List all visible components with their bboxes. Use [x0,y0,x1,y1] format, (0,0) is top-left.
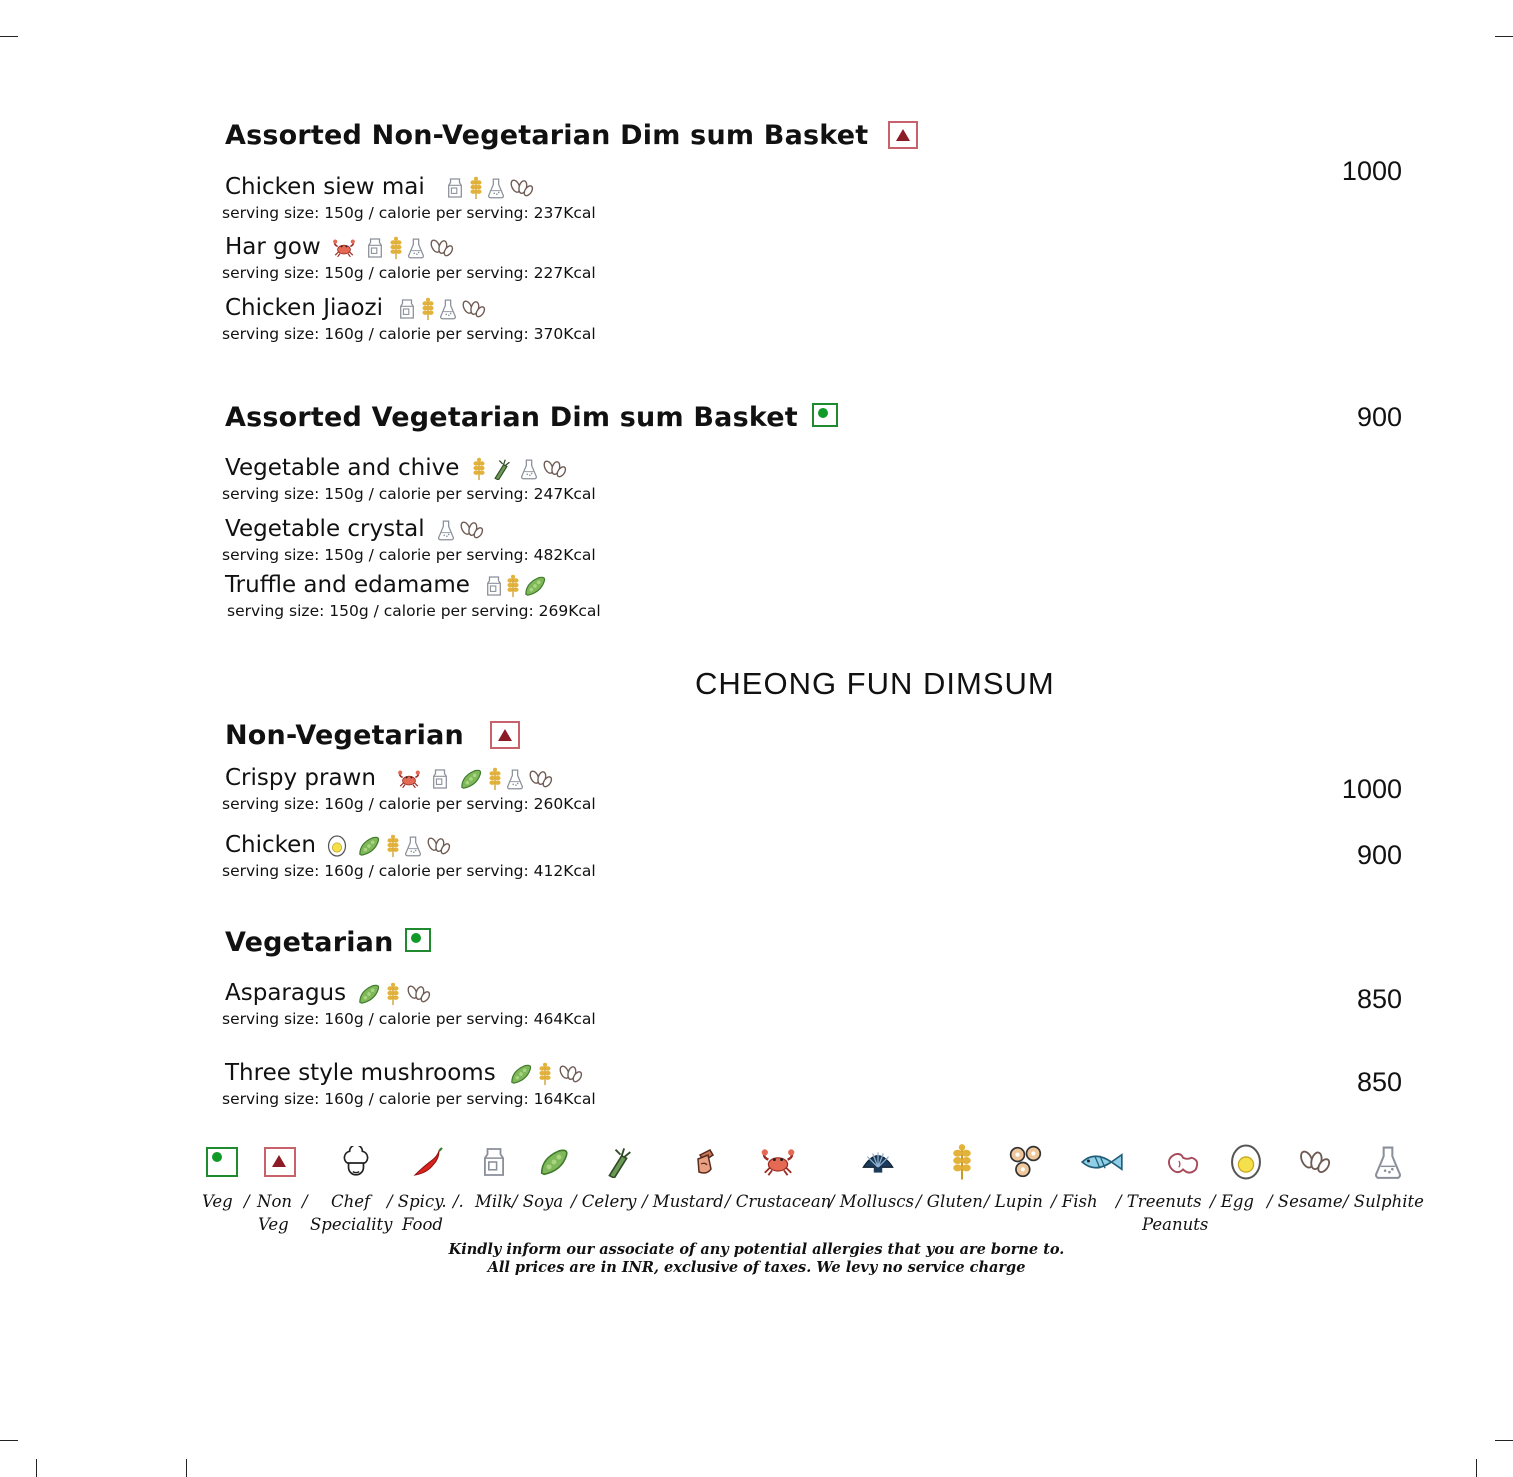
milk-icon [398,298,416,320]
milk-icon [474,1142,514,1182]
veg-basket-title: Assorted Vegetarian Dim sum Basket [225,402,838,433]
sesame-icon [460,298,486,320]
gluten-icon [505,574,521,598]
legend-label-sesame: / Sesame [1267,1192,1343,1211]
legend-label-celery: / Celery [571,1192,637,1211]
peanut-icon [1162,1142,1202,1182]
crop-mark-top-left [0,36,18,37]
legend-label-spicy-2: Food [402,1215,443,1234]
gluten-icon [471,457,487,481]
legend-label-fish: / Fish [1051,1192,1098,1211]
menu-item-name: Vegetable crystal [225,516,484,542]
menu-item-serving: serving size: 150g / calorie per serving: 482Kcal [222,546,596,564]
crop-mark-bottom-left [0,1440,18,1441]
gluten-icon [487,767,503,791]
celery-icon [491,458,511,480]
sulphite-icon [408,237,424,259]
legend-label-spicy: / Spicy. [387,1192,447,1211]
sulphite-icon [440,298,456,320]
crop-mark-bottom-right [1495,1440,1513,1441]
legend-label-chef: Chef [331,1192,371,1211]
cheong-fun-nonveg-title: Non-Vegetarian [225,720,520,751]
soya-icon [357,835,381,857]
cheong-fun-veg-title: Vegetarian [225,927,431,958]
menu-item-name: Truffle and edamame [225,572,547,598]
menu-item-price: 850 [1356,984,1402,1014]
gluten-icon [942,1142,982,1182]
legend-label-sep: /. [453,1192,464,1211]
crop-mark-bottom-tick-1 [36,1459,37,1477]
molluscs-icon [858,1142,898,1182]
sulphite-icon [488,177,504,199]
menu-item-name: Crispy prawn [225,765,553,791]
legend-label-nonveg: Non [257,1192,292,1211]
gluten-icon [385,982,401,1006]
menu-item-name: Har gow [225,234,454,260]
sesame-icon [557,1063,583,1085]
menu-item-serving: serving size: 160g / calorie per serving: 260Kcal [222,795,596,813]
sulphite-icon [507,768,523,790]
nonveg-icon [888,121,918,149]
legend-label-molluscs: / Molluscs [829,1192,914,1211]
gluten-icon [468,176,484,200]
sesame-icon [425,835,451,857]
menu-item-serving: serving size: 150g / calorie per serving: 247Kcal [222,485,596,503]
sulphite-icon [521,458,537,480]
menu-item-name: Chicken [225,832,451,858]
legend-label-sulphite: / Sulphite [1343,1192,1424,1211]
sulphite-icon [405,835,421,857]
menu-item-serving: serving size: 150g / calorie per serving: 237Kcal [222,204,596,222]
menu-item-name: Vegetable and chive [225,455,567,481]
legend-label-soya: / Soya [512,1192,564,1211]
sesame-icon [1294,1142,1334,1182]
menu-item-name: Asparagus [225,980,431,1006]
soya-icon [523,575,547,597]
menu-item-serving: serving size: 160g / calorie per serving: 464Kcal [222,1010,596,1028]
menu-item-price: 1000 [1341,774,1402,804]
soya-icon [509,1063,533,1085]
crustacean-icon [758,1142,798,1182]
veg-basket-price: 900 [1356,402,1402,432]
mustard-icon [684,1142,724,1182]
menu-item-name: Chicken siew mai [225,174,534,200]
sesame-icon [405,983,431,1005]
menu-item-price: 850 [1356,1067,1402,1097]
menu-item-price: 900 [1356,840,1402,870]
veg-icon [405,928,431,952]
nonveg-basket-title: Assorted Non-Vegetarian Dim sum Basket [225,120,918,151]
lupin-icon [1006,1142,1046,1182]
legend-label-milk: Milk [475,1192,513,1211]
legend-veg-icon [202,1142,242,1182]
sulphite-icon [1368,1142,1408,1182]
cheong-fun-heading: CHEONG FUN DIMSUM [695,666,1055,701]
legend-label-nonveg-2: Veg [258,1215,289,1234]
menu-item-serving: serving size: 160g / calorie per serving: 370Kcal [222,325,596,343]
nonveg-basket-price: 1000 [1341,156,1402,186]
sesame-icon [508,177,534,199]
gluten-icon [537,1062,553,1086]
sesame-icon [527,768,553,790]
legend-label-veg: Veg [202,1192,233,1211]
menu-item-name: Chicken Jiaozi [225,295,486,321]
sulphite-icon [438,519,454,541]
chef-icon [336,1142,376,1182]
menu-item-serving: serving size: 150g / calorie per serving: 227Kcal [222,264,596,282]
chili-icon [408,1142,448,1182]
crop-mark-top-right [1495,36,1513,37]
legend-label-gluten: / Gluten [916,1192,983,1211]
legend-label-lupin: / Lupin [984,1192,1043,1211]
price-notice: All prices are in INR, exclusive of taxes. We levy no service charge [487,1259,1026,1276]
crop-mark-bottom-tick-2 [186,1459,187,1477]
gluten-icon [420,297,436,321]
egg-icon [327,834,347,858]
veg-icon [812,403,838,427]
crop-mark-bottom-tick-3 [1476,1459,1477,1477]
crustacean-icon [332,238,356,258]
menu-item-name: Three style mushrooms [225,1060,583,1086]
legend-label-peanuts: Peanuts [1142,1215,1209,1234]
soya-icon [459,768,483,790]
crustacean-icon [397,769,421,789]
soya-icon [534,1142,574,1182]
legend-label-mustard: / Mustard [642,1192,724,1211]
legend-label-sep: / [244,1192,250,1211]
legend-nonveg-icon [260,1142,300,1182]
milk-icon [485,575,503,597]
legend-label-chef-2: Speciality [310,1215,393,1234]
menu-item-serving: serving size: 160g / calorie per serving: 164Kcal [222,1090,596,1108]
sesame-icon [428,237,454,259]
legend-label-sep: / [302,1192,308,1211]
legend-label-egg: / Egg [1210,1192,1254,1211]
fish-icon [1076,1142,1128,1182]
legend-label-crustacean: / Crustacean [725,1192,832,1211]
menu-item-serving: serving size: 150g / calorie per serving: 269Kcal [227,602,601,620]
sesame-icon [541,458,567,480]
gluten-icon [388,236,404,260]
milk-icon [431,768,449,790]
sesame-icon [458,519,484,541]
legend-label-treenuts: / Treenuts [1116,1192,1202,1211]
milk-icon [366,237,384,259]
nonveg-icon [490,721,520,749]
milk-icon [446,177,464,199]
gluten-icon [385,834,401,858]
menu-item-serving: serving size: 160g / calorie per serving: 412Kcal [222,862,596,880]
soya-icon [357,983,381,1005]
egg-icon [1226,1142,1266,1182]
celery-icon [598,1142,638,1182]
allergy-notice: Kindly inform our associate of any potential allergies that you are borne to. [448,1241,1065,1258]
